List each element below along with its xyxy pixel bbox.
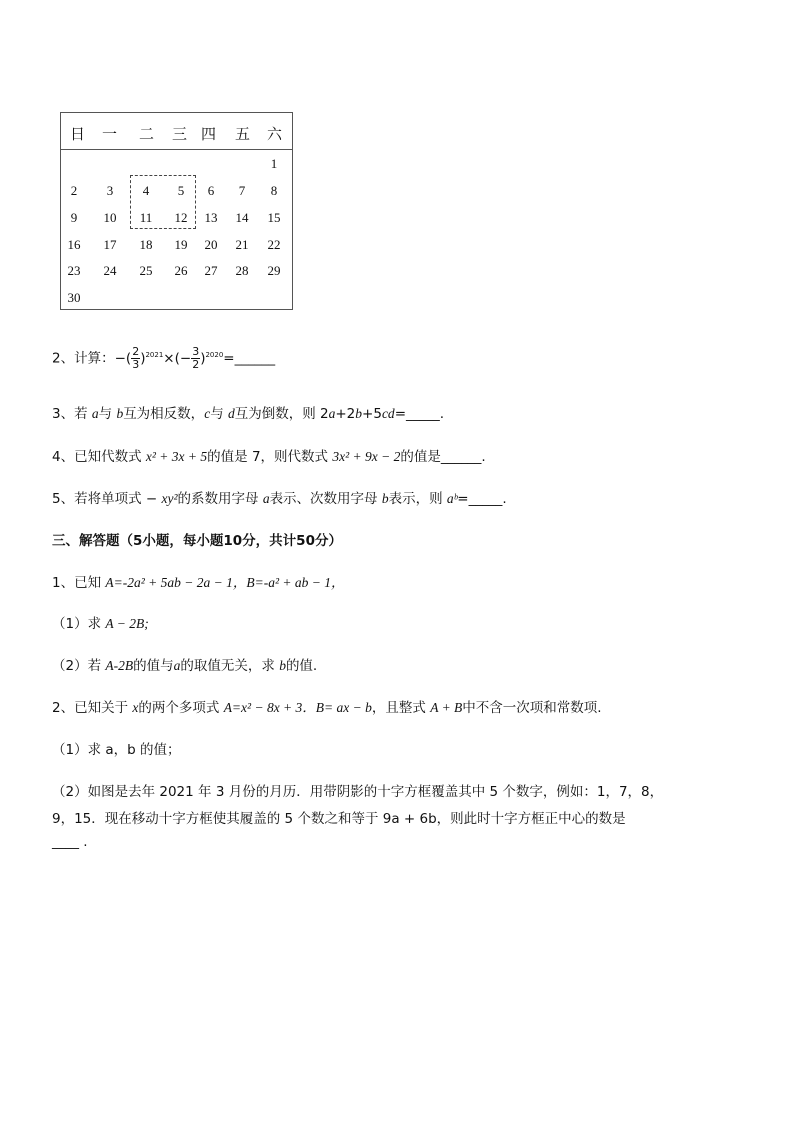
q5-text-2: 的系数用字母 <box>177 491 263 507</box>
calendar-day: 27 <box>204 263 218 278</box>
calendar-day: 29 <box>267 263 281 278</box>
q3-var-cd: cd <box>381 406 395 421</box>
q5-text-5: =_____. <box>457 491 507 507</box>
q2-exp1: 2021 <box>145 351 164 359</box>
s2-line-1 <box>52 696 602 716</box>
calendar-day: 25 <box>139 263 153 278</box>
q3-text-5: 互为倒数，则 2 <box>234 406 329 422</box>
q4-text-1: 4、已知代数式 <box>52 449 146 465</box>
weekday-sat: 六 <box>267 125 283 143</box>
weekday-thu: 四 <box>201 125 217 143</box>
q3-text-2: 与 <box>98 406 117 422</box>
s1-l2-expr: A − 2B; <box>105 616 149 631</box>
s1-l3-text-2: 的值与 <box>133 658 174 674</box>
q3-var-d: d <box>227 406 235 421</box>
q3-var-a2: a <box>328 406 336 421</box>
q2-minus: −( <box>114 350 132 367</box>
q3-text-4: 与 <box>210 406 228 422</box>
calendar-day: 14 <box>235 210 249 225</box>
calendar-day: 22 <box>267 237 281 252</box>
s2-line-3: （2）如图是去年 2021 年 3 月份的月历．用带阴影的十字方框覆盖其中 5 个数字，例如：1，7，8， <box>52 784 664 800</box>
calendar-day: 26 <box>174 263 188 278</box>
q5-var-a: a <box>262 491 270 506</box>
q3-var-b2: b <box>355 406 363 421</box>
q3-var-c: c <box>204 406 211 421</box>
s2-line-2: （1）求 a，b 的值； <box>52 742 181 758</box>
q3-text-3: 互为相反数， <box>123 406 205 422</box>
calendar-day: 9 <box>70 210 78 225</box>
weekday-tue: 二 <box>139 125 155 143</box>
s1-l1-expr: A=-2a² + 5ab − 2a − 1，B=-a² + ab − 1， <box>105 575 345 590</box>
calendar-table <box>60 112 293 310</box>
q5-text-3: 表示、次数用字母 <box>269 491 382 507</box>
s2-l1-text-3: ，且整式 <box>371 700 431 716</box>
weekday-fri: 五 <box>235 125 251 143</box>
q3-var-b: b <box>116 406 124 421</box>
calendar-day: 15 <box>267 210 281 225</box>
q2-num1: 2 <box>132 345 140 358</box>
q3-text-7: +5 <box>362 406 382 422</box>
calendar-header-row <box>61 113 292 150</box>
s1-l3-var-a: a <box>173 658 181 673</box>
q3-text-8: =_____. <box>394 406 445 422</box>
q4-text-3: 的值是______. <box>400 449 486 465</box>
s1-l3-var-b: b <box>279 658 286 673</box>
calendar-day: 24 <box>103 263 117 278</box>
question-4 <box>52 445 486 465</box>
s1-l1-text: 1、已知 <box>52 575 106 591</box>
calendar-day: 10 <box>103 210 117 225</box>
calendar-day: 6 <box>207 183 215 198</box>
s1-l3-text-4: 的值. <box>285 658 318 674</box>
s1-line-1 <box>52 571 345 591</box>
s2-l1-polynomials: A=x² − 8x + 3．B= ax − b <box>223 700 372 715</box>
q3-var-a: a <box>91 406 99 421</box>
s1-l3-expr: A-2B <box>105 658 134 673</box>
s2-line-4: 9，15．现在移动十字方框使其履盖的 5 个数之和等于 9a + 6b，则此时十字方框正中心的数是 <box>52 811 626 827</box>
q4-expr-1: x² + 3x + 5 <box>145 449 208 464</box>
q2-fraction-1 <box>131 346 140 371</box>
s1-l3-text-1: （2）若 <box>52 658 106 674</box>
calendar-day: 21 <box>235 237 249 252</box>
s1-line-3 <box>52 654 317 674</box>
q5-monomial: xy² <box>161 491 178 506</box>
calendar-day: 11 <box>139 210 153 225</box>
s2-l1-sum: A + B <box>430 700 463 715</box>
q2-exp2: 2020 <box>205 351 224 359</box>
question-3 <box>52 402 444 422</box>
q2-num2: 3 <box>192 345 200 358</box>
calendar-day: 17 <box>103 237 117 252</box>
weekday-sun: 日 <box>70 125 86 143</box>
q5-var-b: b <box>381 491 389 506</box>
s1-line-2 <box>52 612 149 632</box>
calendar-day: 30 <box>67 290 81 305</box>
calendar-day: 1 <box>270 156 278 171</box>
calendar-day: 2 <box>70 183 78 198</box>
weekday-wed: 三 <box>172 125 188 143</box>
calendar-day: 8 <box>270 183 278 198</box>
calendar-day: 28 <box>235 263 249 278</box>
s2-l1-var-x: x <box>132 700 139 715</box>
s1-l2-text: （1）求 <box>52 616 106 632</box>
q2-mid: ×(− <box>163 350 192 367</box>
calendar-day: 12 <box>174 210 188 225</box>
calendar-day: 5 <box>177 183 185 198</box>
q2-den2: 2 <box>192 358 200 371</box>
q2-fraction-2 <box>191 346 200 371</box>
q2-den1: 3 <box>132 358 140 371</box>
s2-l1-text-2: 的两个多项式 <box>138 700 224 716</box>
calendar-day: 3 <box>106 183 114 198</box>
section-3-heading: 三、解答题（5小题，每小题10分，共计50分） <box>52 533 342 549</box>
calendar-day: 18 <box>139 237 153 252</box>
s2-l1-text-1: 2、已知关于 <box>52 700 133 716</box>
weekday-mon: 一 <box>102 125 118 143</box>
calendar-day: 4 <box>142 183 150 198</box>
q3-text-1: 3、若 <box>52 406 92 422</box>
question-2: 2、计算：−( $\frac{2}{3}$ )$^{2021}$×(− $\frac{3}{2}$ )$^{2020}$=______ <box>52 345 276 371</box>
calendar-day: 19 <box>174 237 188 252</box>
q5-power: aᵇ <box>446 491 458 506</box>
q2-prefix: 2、计算： <box>52 350 115 367</box>
question-5 <box>52 487 507 507</box>
calendar-day: 23 <box>67 263 81 278</box>
q4-expr-2: 3x² + 9x − 2 <box>332 449 401 464</box>
s1-l3-text-3: 的取值无关，求 <box>180 658 280 674</box>
s2-l1-text-4: 中不含一次项和常数项. <box>462 700 602 716</box>
q4-text-2: 的值是 7，则代数式 <box>207 449 333 465</box>
calendar-day: 16 <box>67 237 81 252</box>
q2-tail: =______ <box>223 350 276 367</box>
calendar-day: 20 <box>204 237 218 252</box>
calendar-day: 13 <box>204 210 218 225</box>
q5-text-4: 表示，则 <box>388 491 447 507</box>
q5-text-1: 5、若将单项式 − <box>52 491 162 507</box>
calendar-day: 7 <box>238 183 246 198</box>
s2-line-5: ____ . <box>52 834 88 850</box>
q3-text-6: +2 <box>335 406 356 422</box>
